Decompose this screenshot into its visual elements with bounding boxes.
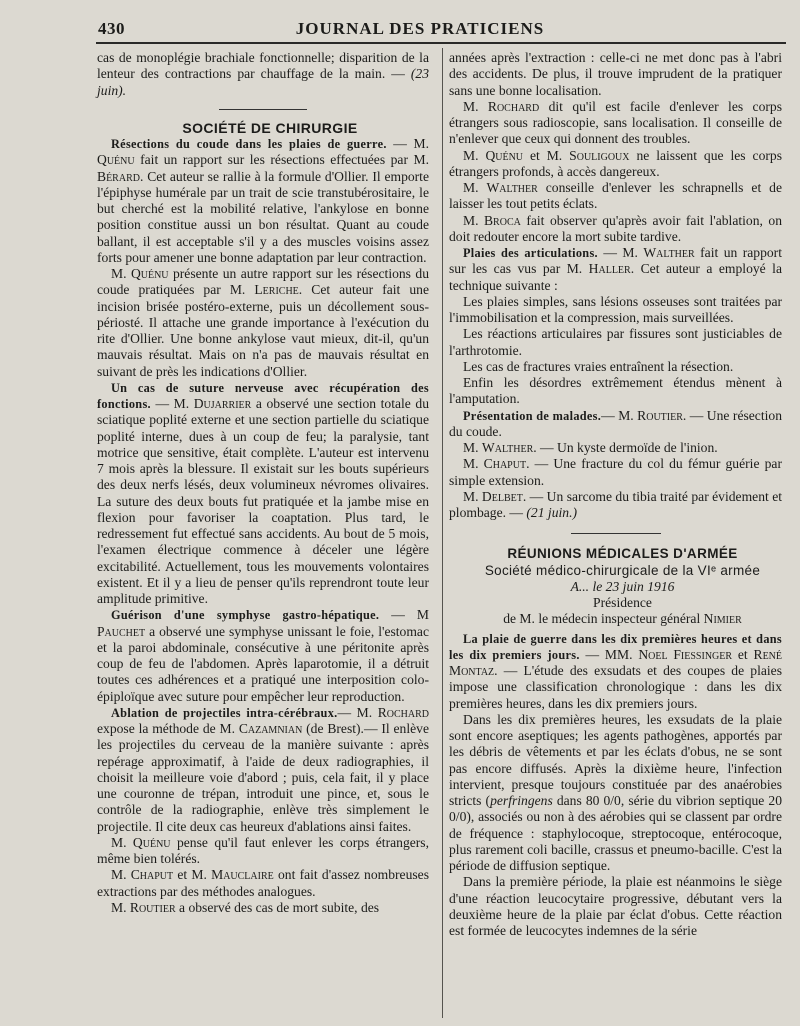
continuation-paragraph: cas de monoplégie brachiale fonctionnelle; disparition de la lenteur des contractions par chauffage de la main. — (23 juin). (97, 50, 429, 98)
article-paragraph: M. Chaput et M. Mauclaire ont fait d'assez nombreuses extractions par des méthodes analogues. (97, 867, 429, 899)
article-paragraph: Résections du coude dans les plaies de guerre. — M. Quénu fait un rapport sur les résections effectuées par M. Bérard. Cet auteur se rallie à la formule d'Ollier. Il emporte l'épiphyse humérale par un trait de scie transtubérositaire, le but cherché est la mobilité relative, l'ankylose en bonne position constitue aussi un bon résultat. Quant au coude ballant, il est acceptable s'il y a des muscles voisins assez forts pour amener une bonne adaptation par leur contraction. (97, 136, 429, 265)
section-separator (571, 533, 661, 534)
article-paragraph: Dans la première période, la plaie est néanmoins le siège d'une réaction leucocytaire progressive, débutant vers la deuxième heure de la plaie par éclat d'obus. Cette réaction est formée de leucocytes indemnes de la série (449, 874, 782, 938)
section-separator (219, 109, 307, 110)
header-rule (96, 42, 786, 44)
article-paragraph: Plaies des articulations. — M. Walther fait un rapport sur les cas vus par M. Haller. Cet auteur a employé la technique suivante : (449, 245, 782, 293)
article-paragraph: années après l'extraction : celle-ci ne met donc pas à l'abri des accidents. De plus, il trouve imprudent de la pratiquer sans une bonne localisation. (449, 50, 782, 98)
meeting-place-date: A... le 23 juin 1916 (570, 578, 675, 594)
column-divider (442, 48, 443, 1018)
section-title-reunions: RÉUNIONS MÉDICALES D'ARMÉE (507, 546, 738, 562)
article-paragraph: Les cas de fractures vraies entraînent la résection. (463, 358, 734, 374)
article-paragraph: Les plaies simples, sans lésions osseuses sont traitées par l'immobilisation et la compression, mais surveillées. (449, 293, 782, 325)
article-paragraph: M. Delbet. — Un sarcome du tibia traité par évidement et plombage. — (21 juin.) (449, 488, 782, 520)
article-paragraph: Guérison d'une symphyse gastro-hépatique. — M Pauchet a observé une symphyse unissant le foie, l'estomac et la paroi abdominale, consécutive à une péritonite après coup de feu de l'abdomen. Après laparotomie, il a détruit toutes ces adhérences et a pratiqué une interposition colo-épiploïque avec suture pour empêcher leur reproduction. (97, 607, 429, 704)
section-title-chirurgie: SOCIÉTÉ DE CHIRURGIE (182, 119, 358, 136)
article-paragraph: M. Chaput. — Une fracture du col du fémur guérie par simple extension. (449, 456, 782, 488)
article-paragraph: Présentation de malades.— M. Routier. — Une résection du coude. (449, 407, 782, 439)
article-paragraph: M. Quénu présente un autre rapport sur les résections du coude pratiquées par M. Leriche. Cet auteur fait une incision brisée postéro-externe, puis un décollement sous-périosté. Il attache une grande importance à l'exécution du rite d'Ollier. Une bonne ankylose vaut mieux, dit-il, qu'un mauvais résultat. Mais on n'a pas de mauvais résultat en suivant de près les indications d'Ollier. (97, 266, 430, 379)
left-column (97, 50, 429, 916)
article-paragraph: M. Walther conseille d'enlever les schrapnells et de laisser les tout petits éclats. (449, 180, 783, 212)
article-paragraph: Ablation de projectiles intra-cérébraux.— M. Rochard expose la méthode de M. Cazamnian (de Brest).— Il enlève les projectiles du cerveau de la manière suivante : après repérage approximatif, à l'aide de deux radiographies, il choisit la meilleure voie d'abord ; puis, cela fait, il y place une couronne de trépan, introduit une pince, et, sous le contrôle de la radiographie, enlève très simplement le projectile. Il cite deux cas heureux d'ablations ainsi faites. (97, 704, 429, 834)
article-paragraph: Un cas de suture nerveuse avec récupération des fonctions. — M. Dujarrier a observé une section totale du sciatique poplité externe et une section partielle du sciatique poplité interne, dues à un coup de feu; la paralysie, tant motrice que sensitive, était complète. L'auteur est intervenu 7 mois après la blessure. Il existait sur les bouts supérieurs des deux nerfs lésés, deux volumineux névromes olivaires. La suture des deux bouts fut pratiquée et la jambe mise en flexion pour favoriser la coaptation. Plus tard, le redressement fut effectué sans accidents. Au bout de 5 mois, l'examen électrique commence à déceler une légère excitabilité. Actuellement, tous les mouvements volontaires existent. Et il y a lieu de penser qu'ils reprendront toute leur amplitude primitive. (97, 380, 429, 606)
article-paragraph: La plaie de guerre dans les dix premières heures et dans les dix premiers jours. — MM. Noel Fiessinger et René Montaz. — L'étude des exsudats et des coupes de plaies impose une classification chronologique : dans les dix premières heures, dans les dix premiers jours. (449, 631, 783, 711)
journal-title: JOURNAL DES PRATICIENS (295, 19, 545, 38)
page-number: 430 (98, 19, 125, 38)
article-paragraph: M. Rochard dit qu'il est facile d'enlever les corps étrangers sous radioscopie, sans localisation. Il conseille de n'enlever que ceux qui donnent des troubles. (449, 98, 782, 147)
president-line: de M. le médecin inspecteur général Nimier (503, 611, 742, 627)
society-name: Société médico-chirurgicale de la VIᵉ armée (484, 562, 761, 578)
article-paragraph: M. Quénu et M. Souligoux ne laissent que les corps étrangers profonds, à accès dangereux. (449, 147, 782, 179)
right-column (449, 50, 782, 939)
page-header (60, 16, 780, 44)
article-paragraph: M. Broca fait observer qu'après avoir fait l'ablation, on doit redouter encore la mort subite tardive. (449, 212, 782, 244)
article-paragraph: Les réactions articulaires par fissures sont justiciables de l'arthrotomie. (449, 326, 782, 358)
article-paragraph: M. Walther. — Un kyste dermoïde de l'inion. (463, 440, 718, 455)
article-paragraph: M. Quénu pense qu'il faut enlever les corps étrangers, même bien tolérés. (97, 834, 429, 866)
article-paragraph: M. Routier a observé des cas de mort subite, des (111, 899, 380, 915)
article-paragraph: Dans les dix premières heures, les exsudats de la plaie sont encore aseptiques; les agents pathogènes, apportés par les débris de vêtements et par les éclats d'obus, ne se sont pas encore diffusés. Après la dixième heure, l'infection intervient, presque toujours constituée par des anaérobies stricts (perfringens dans 80 0/0, série du vibrion septique 20 0/0), associés ou non à des aérobies qui se classent par ordre de fréquence : staphylocoque, streptocoque, entérocoque, plus rarement coli bacille, crassus et pneumo-bacille. C'est la période de diffusion septique. (449, 711, 782, 873)
presidence-label: Présidence (593, 595, 652, 610)
article-paragraph: Enfin les désordres extrêmement étendus mènent à l'amputation. (449, 375, 782, 407)
